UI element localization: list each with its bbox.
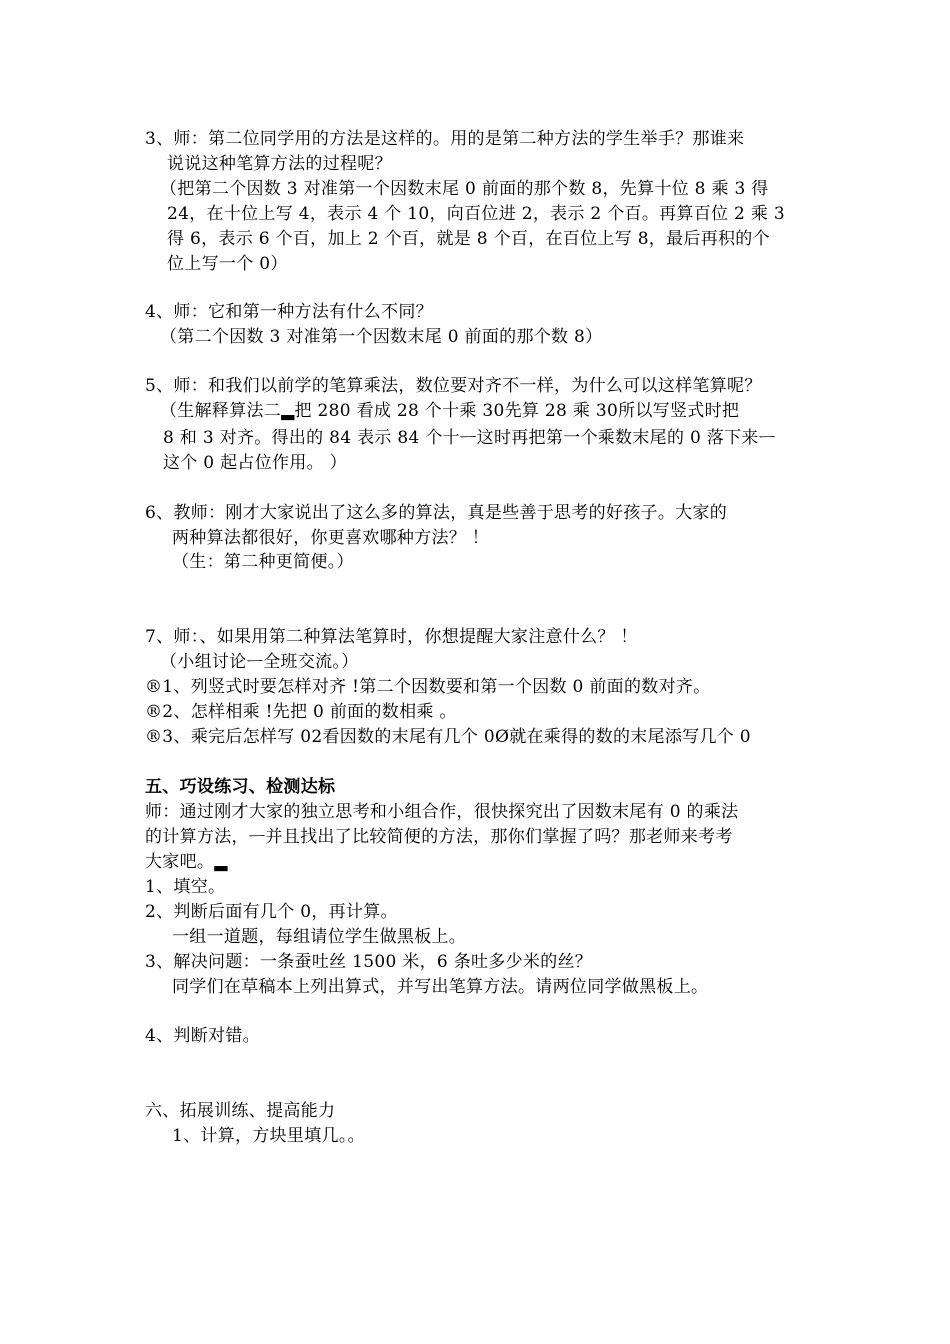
text-line: （第二个因数 3 对准第一个因数末尾 0 前面的那个数 8） bbox=[160, 327, 603, 347]
text-line: 24，在十位上写 4，表示 4 个 10，向百位进 2，表示 2 个百。再算百位 2 乘 3 bbox=[167, 204, 785, 224]
text-line: 4、师：它和第一种方法有什么不同？ bbox=[145, 302, 433, 322]
text-line: （生解释算法二▂把 280 看成 28 个十乘 30先算 28 乘 30所以写竖式时把 bbox=[160, 401, 740, 421]
text-line: 一组一道题，每组请位学生做黑板上。 bbox=[172, 927, 467, 947]
text-line: 这个 0 起占位作用。 ） bbox=[163, 453, 347, 473]
text-line: 7、师：、如果用第二种算法笔算时，你想提醒大家注意什么？ ！ bbox=[145, 627, 638, 647]
text-line: 两种算法都很好，你更喜欢哪种方法？ ！ bbox=[172, 528, 490, 548]
text-line: 2、判断后面有几个 0，再计算。 bbox=[145, 902, 398, 922]
text-line: 8 和 3 对齐。得出的 84 表示 84 个十ᅳ这时再把第一个乘数末尾的 0 落下来ᅳ bbox=[163, 428, 776, 448]
text-line: 6、教师：刚才大家说出了这么多的算法，真是些善于思考的好孩子。大家的 bbox=[145, 503, 728, 523]
text-line: （生：第二种更简便。） bbox=[172, 552, 354, 572]
text-line: （小组讨论ᅳ全班交流。） bbox=[160, 652, 359, 672]
text-line: 师：通过刚才大家的独立思考和小组合作，很快探究出了因数末尾有 0 的乘法 bbox=[145, 802, 739, 822]
text-line: 位上写一个 0） bbox=[167, 254, 288, 274]
text-line: 3、师：第二位同学用的方法是这样的。用的是第二种方法的学生举手？那谁来 bbox=[145, 129, 745, 149]
text-line: 1、填空。 bbox=[145, 877, 226, 897]
text-line: （把第二个因数 3 对准第一个因数末尾 0 前面的那个数 8，先算十位 8 乘 3 得 bbox=[160, 179, 769, 199]
section-heading: 五、巧设练习、检测达标 bbox=[145, 777, 336, 797]
text-line: ®2、怎样相乘 !先把 0 前面的数相乘 。 bbox=[145, 702, 457, 722]
text-line: ®1、列竖式时要怎样对齐 !第二个因数要和第一个因数 0 前面的数对齐。 bbox=[145, 677, 711, 697]
text-line: 4、判断对错。 bbox=[145, 1026, 260, 1046]
text-line: 3、解决问题：一条蚕吐丝 1500 米，6 条吐多少米的丝？ bbox=[145, 952, 593, 972]
text-line: 同学们在草稿本上列出算式，并写出笔算方法。请两位同学做黑板上。 bbox=[172, 977, 709, 997]
text-line: 1、计算，方块里填几。。 bbox=[172, 1126, 365, 1146]
text-line: 六、拓展训练、提高能力 bbox=[145, 1101, 336, 1121]
text-line: ®3、乘完后怎样写 02看因数的末尾有几个 0Ø就在乘得的数的末尾添写几个 0 bbox=[145, 727, 751, 747]
text-line: 大家吧。▂ bbox=[145, 852, 228, 872]
text-line: 的计算方法，ᅳ并且找出了比较简便的方法，那你们掌握了吗？那老师来考考 bbox=[145, 827, 733, 847]
text-line: 5、师：和我们以前学的笔算乘法，数位要对齐不一样，为什么可以这样笔算呢？ bbox=[145, 376, 762, 396]
text-line: 说说这种笔算方法的过程呢？ bbox=[167, 154, 392, 174]
text-line: 得 6，表示 6 个百，加上 2 个百，就是 8 个百，在百位上写 8，最后再积的个 bbox=[167, 229, 770, 249]
